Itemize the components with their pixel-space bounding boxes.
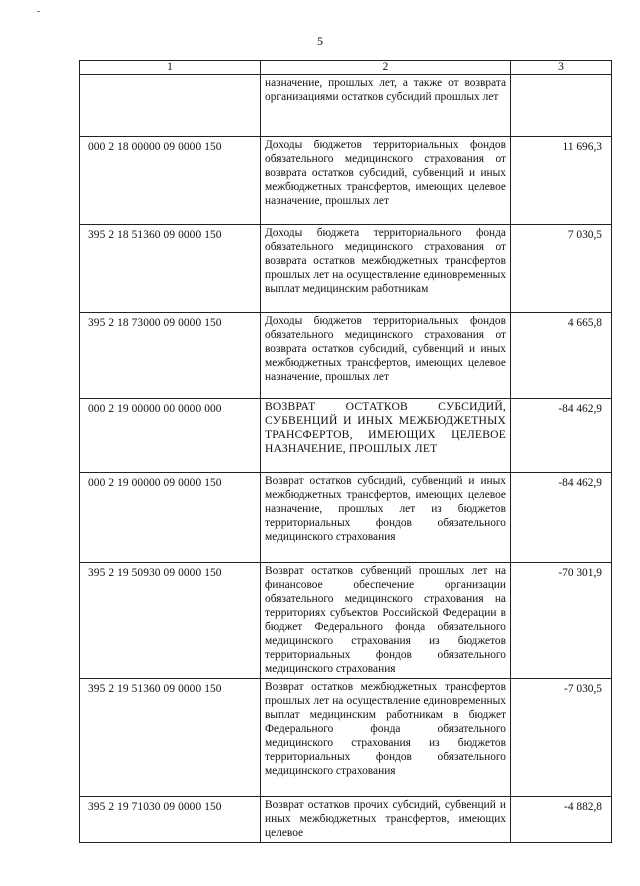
row-description: ВОЗВРАТ ОСТАТКОВ СУБСИДИЙ, СУБВЕНЦИЙ И ИНЫХ МЕЖБЮДЖЕТНЫХ ТРАНСФЕРТОВ, ИМЕЮЩИХ ЦЕЛЕВОЕ НАЗНАЧЕНИЕ, ПРОШЛЫХ ЛЕТ <box>261 399 511 473</box>
header-col-1: 1 <box>80 61 261 75</box>
row-amount: -84 462,9 <box>511 473 612 563</box>
row-code: 000 2 19 00000 09 0000 150 <box>80 473 261 563</box>
table-row <box>80 225 612 313</box>
row-amount: 11 696,3 <box>511 137 612 225</box>
row-description: назначение, прошлых лет, а также от возврата организациями остатков субсидий прошлых лет <box>261 75 511 137</box>
row-description: Доходы бюджетов территориальных фондов обязательного медицинского страхования от возврата остатков субсидий, субвенций и иных межбюджетных трансфертов, имеющих целевое назначение, прошлых лет <box>261 137 511 225</box>
row-code: 395 2 18 51360 09 0000 150 <box>80 225 261 313</box>
table-row <box>80 313 612 399</box>
row-amount: 4 665,8 <box>511 313 612 399</box>
row-description: Доходы бюджетов территориальных фондов обязательного медицинского страхования от возврата остатков субсидий, субвенций и иных межбюджетных трансфертов, имеющих целевое назначение, прошлых лет <box>261 313 511 399</box>
row-code: 395 2 19 50930 09 0000 150 <box>80 563 261 679</box>
table-row <box>80 679 612 797</box>
row-code: 395 2 18 73000 09 0000 150 <box>80 313 261 399</box>
row-amount: -84 462,9 <box>511 399 612 473</box>
row-code: 000 2 18 00000 09 0000 150 <box>80 137 261 225</box>
row-amount <box>511 75 612 137</box>
table-row <box>80 797 612 843</box>
row-description: Возврат остатков прочих субсидий, субвенций и иных межбюджетных трансфертов, имеющих целевое <box>261 797 511 843</box>
row-description: Возврат остатков межбюджетных трансфертов прошлых лет на осуществление единовременных выплат медицинским работникам в бюджет Федерального фонда обязательного медицинского страхования из бюджетов территориальных фондов обязательного медицинского страхования <box>261 679 511 797</box>
table-row <box>80 137 612 225</box>
page-number: 5 <box>317 34 323 48</box>
row-code: 395 2 19 51360 09 0000 150 <box>80 679 261 797</box>
header-row <box>80 61 612 75</box>
table-row <box>80 563 612 679</box>
row-amount: -4 882,8 <box>511 797 612 843</box>
row-amount: -70 301,9 <box>511 563 612 679</box>
row-amount: -7 030,5 <box>511 679 612 797</box>
row-code: 000 2 19 00000 00 0000 000 <box>80 399 261 473</box>
table-row <box>80 473 612 563</box>
budget-table <box>79 60 612 843</box>
row-description: Возврат остатков субсидий, субвенций и иных межбюджетных трансфертов, имеющих целевое назначение, прошлых лет из бюджетов территориальных фондов обязательного медицинского страхования <box>261 473 511 563</box>
header-col-3: 3 <box>511 61 612 75</box>
table-row <box>80 75 612 137</box>
row-description: Возврат остатков субвенций прошлых лет на финансовое обеспечение организации обязательного медицинского страхования на территориях субъектов Российской Федерации в бюджет Федерального фонда обязательного медицинского страхования из бюджетов территориальных фондов обязательного медицинского страхования <box>261 563 511 679</box>
row-description: Доходы бюджета территориального фонда обязательного медицинского страхования от возврата остатков межбюджетных трансфертов прошлых лет на осуществление единовременных выплат медицинским работникам <box>261 225 511 313</box>
row-amount: 7 030,5 <box>511 225 612 313</box>
header-col-2: 2 <box>261 61 511 75</box>
row-code: 395 2 19 71030 09 0000 150 <box>80 797 261 843</box>
row-code <box>80 75 261 137</box>
table-row <box>80 399 612 473</box>
scan-mark <box>37 11 40 12</box>
